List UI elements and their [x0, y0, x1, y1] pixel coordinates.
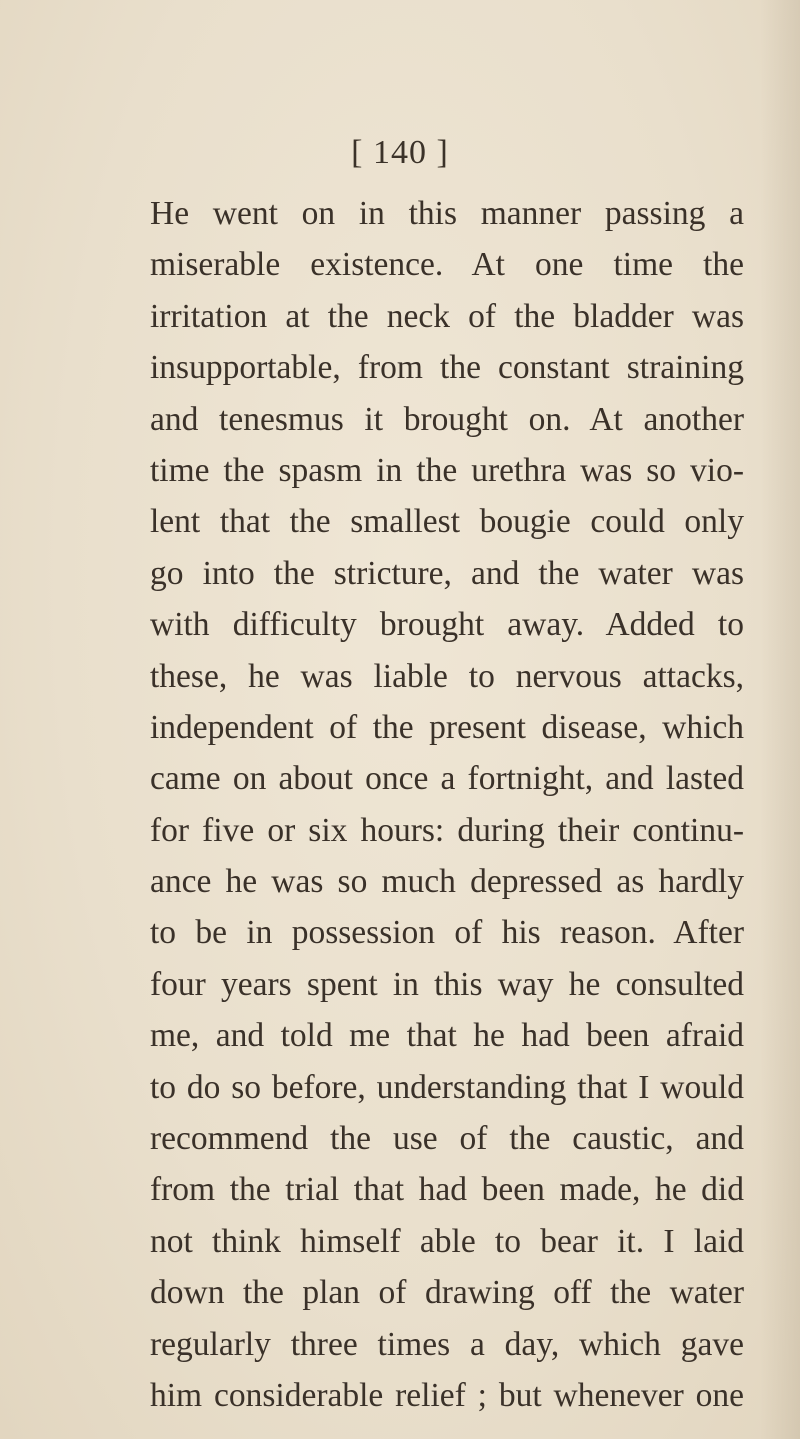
- text-line: four years spent in this way he consulted: [150, 965, 744, 1003]
- text-line: and tenesmus it brought on. At another: [150, 400, 744, 438]
- text-line: time the spasm in the urethra was so vio-: [150, 451, 744, 489]
- text-line: go into the stricture, and the water was: [150, 554, 744, 592]
- text-line: for five or six hours: during their continu-: [150, 811, 744, 849]
- text-line: insupportable, from the constant straining: [150, 349, 744, 387]
- text-line: from the trial that had been made, he did: [150, 1171, 744, 1209]
- text-line: not think himself able to bear it. I laid: [150, 1222, 744, 1260]
- page-number: [ 140 ]: [351, 134, 449, 171]
- text-line: lent that the smallest bougie could only: [150, 503, 744, 541]
- text-line: regularly three times a day, which gave: [150, 1325, 744, 1363]
- text-line: independent of the present disease, which: [150, 708, 744, 746]
- text-line: miserable existence. At one time the: [150, 246, 744, 284]
- body-text: [150, 188, 744, 1421]
- text-line: recommend the use of the caustic, and: [150, 1120, 744, 1158]
- text-line: down the plan of drawing off the water: [150, 1274, 744, 1312]
- text-line: ance he was so much depressed as hardly: [150, 863, 744, 901]
- text-line: came on about once a fortnight, and lasted: [150, 760, 744, 798]
- text-line: to do so before, understanding that I would: [150, 1068, 744, 1106]
- text-line: him considerable relief ; but whenever one: [150, 1376, 744, 1414]
- text-line: to be in possession of his reason. After: [150, 914, 744, 952]
- text-line: these, he was liable to nervous attacks,: [150, 657, 744, 695]
- text-line: irritation at the neck of the bladder was: [150, 297, 744, 335]
- page-edge-shadow: [760, 0, 800, 1439]
- text-line: me, and told me that he had been afraid: [150, 1017, 744, 1055]
- text-line: with difficulty brought away. Added to: [150, 606, 744, 644]
- text-line: He went on in this manner passing a: [150, 195, 744, 232]
